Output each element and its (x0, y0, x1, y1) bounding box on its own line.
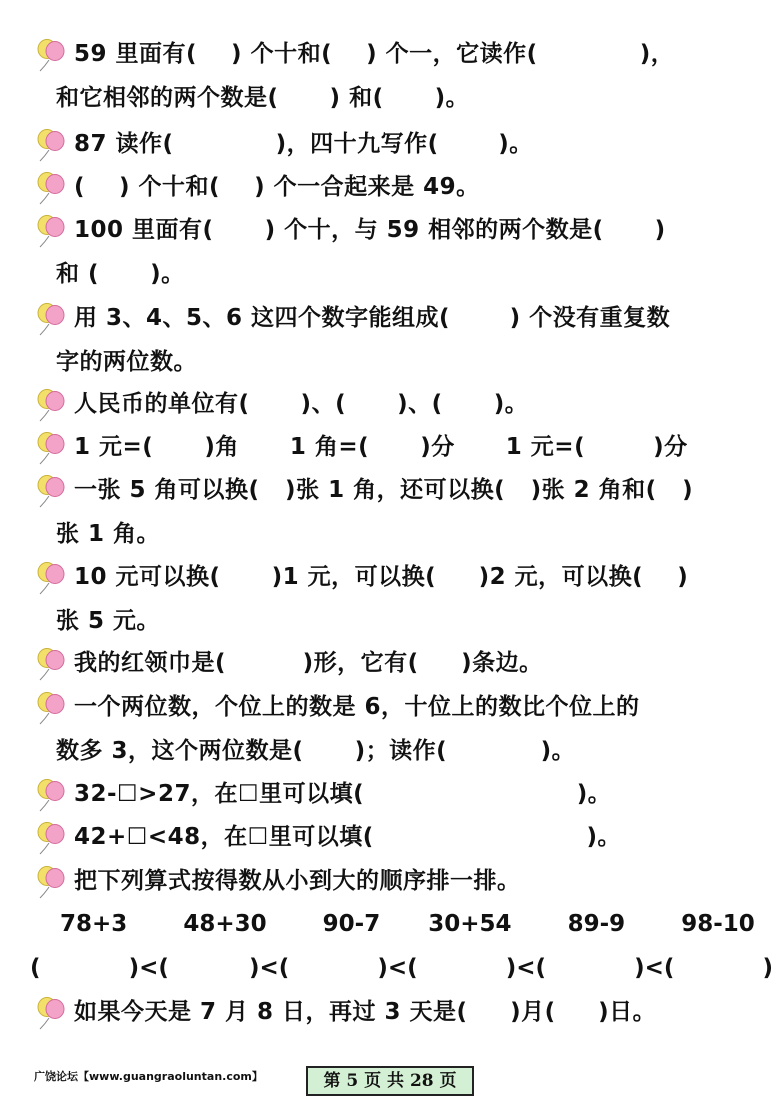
question-line: 87 读作( )，四十九写作( )。 (74, 131, 533, 157)
question-15 (36, 990, 756, 1034)
balloon-icon (36, 561, 66, 595)
question-14 (36, 859, 756, 903)
question-13 (36, 815, 756, 859)
balloon-icon (36, 474, 66, 508)
question-line: ( ) 个十和( ) 个一合起来是 49。 (74, 174, 480, 200)
question-3 (36, 165, 756, 209)
balloon-icon (36, 388, 66, 422)
balloon-icon (36, 302, 66, 336)
question-11 (36, 685, 756, 773)
balloon-icon (36, 647, 66, 681)
balloon-icon (36, 691, 66, 725)
question-line: 张 5 元。 (56, 608, 161, 634)
question-12 (36, 772, 756, 816)
balloon-icon (36, 821, 66, 855)
balloon-icon (36, 38, 66, 72)
question-8 (36, 468, 756, 556)
order-blanks-row: ( )<( )<( )<( )<( )<( ) (30, 955, 773, 981)
question-2 (36, 122, 756, 166)
page-indicator: 第 5 页 共 28 页 (306, 1066, 474, 1096)
question-4 (36, 208, 756, 296)
question-5 (36, 296, 756, 384)
question-6 (36, 382, 756, 426)
footer-site: 广饶论坛【www.guangraoluntan.com】 (34, 1070, 263, 1083)
balloon-icon (36, 171, 66, 205)
question-line: 和 ( )。 (56, 261, 185, 287)
balloon-icon (36, 865, 66, 899)
question-line: 人民币的单位有( )、( )、( )。 (74, 391, 529, 417)
balloon-icon (36, 996, 66, 1030)
balloon-icon (36, 214, 66, 248)
question-line: 100 里面有( ) 个十，与 59 相邻的两个数是( ) (74, 217, 666, 243)
question-line: 数多 3，这个两位数是( )；读作( )。 (56, 738, 576, 764)
question-line: 42+☐<48，在☐里可以填( )。 (74, 824, 622, 850)
question-line: 张 1 角。 (56, 521, 161, 547)
question-line: 用 3、4、5、6 这四个数字能组成( ) 个没有重复数 (74, 305, 671, 331)
question-line: 我的红领巾是( )形，它有( )条边。 (74, 650, 543, 676)
question-10 (36, 641, 756, 685)
question-line: 如果今天是 7 月 8 日，再过 3 天是( )月( )日。 (74, 999, 657, 1025)
question-line: 一个两位数，个位上的数是 6，十位上的数比个位上的 (74, 694, 640, 720)
question-line: 把下列算式按得数从小到大的顺序排一排。 (74, 868, 521, 894)
question-line: 32-☐>27，在☐里可以填( )。 (74, 781, 612, 807)
balloon-icon (36, 778, 66, 812)
question-line: 字的两位数。 (56, 349, 197, 375)
question-line: 10 元可以换( )1 元，可以换( )2 元，可以换( ) (74, 564, 689, 590)
question-line: 59 里面有( ) 个十和( ) 个一，它读作( )， (74, 41, 675, 67)
expressions-row: 78+3 48+30 90-7 30+54 89-9 98-10 (60, 911, 755, 937)
question-line: 一张 5 角可以换( )张 1 角，还可以换( )张 2 角和( ) (74, 477, 694, 503)
question-9 (36, 555, 756, 643)
question-line: 和它相邻的两个数是( ) 和( )。 (56, 85, 470, 111)
balloon-icon (36, 431, 66, 465)
question-1 (36, 32, 756, 120)
balloon-icon (36, 128, 66, 162)
question-7 (36, 425, 756, 469)
question-line: 1 元=( )角 1 角=( )分 1 元=( )分 (74, 434, 688, 460)
